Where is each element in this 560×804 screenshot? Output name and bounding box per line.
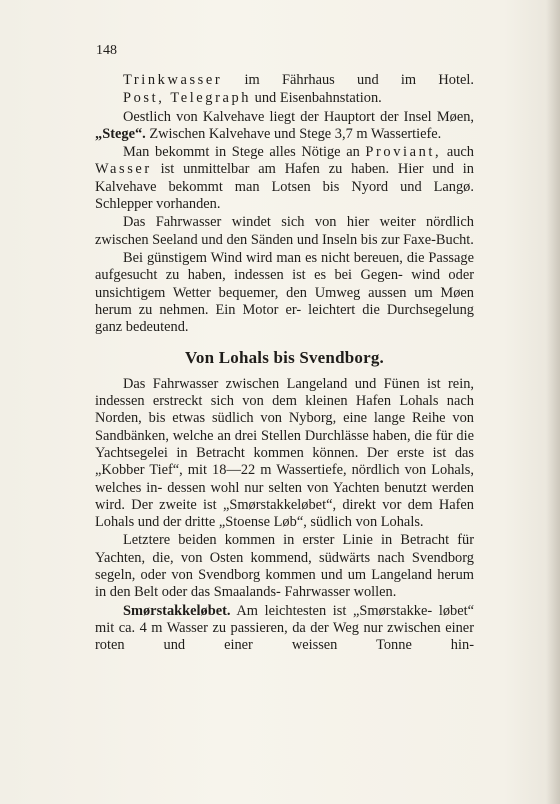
text-line: wind oder unsichtigem Wetter bequemer, den Umweg bbox=[95, 267, 474, 301]
text-run: im Fährhaus und im Hotel. bbox=[222, 72, 474, 88]
paragraph-passage bbox=[95, 250, 474, 336]
text-line: 18—22 m Wassertiefe, nördlich von Lohals, welches in- bbox=[95, 462, 474, 496]
bold-place-name: „Stege“. bbox=[95, 125, 146, 142]
spaced-term: Proviant, bbox=[365, 144, 442, 161]
text-run: Am leichtesten ist „Smørstakke- bbox=[230, 602, 433, 619]
spaced-term: Wasser bbox=[95, 161, 152, 178]
text-line: Wassertiefe. bbox=[370, 125, 442, 142]
text-line: Lohals nach Norden, bis etwas südlich von Nyborg, bbox=[95, 393, 474, 427]
text-line: Fahrwasser wollen. bbox=[284, 584, 397, 601]
spaced-term: Trinkwasser bbox=[123, 72, 223, 88]
paragraph-stege bbox=[95, 109, 474, 144]
body-text bbox=[95, 72, 474, 656]
text-line: Letztere beiden kommen in erster Linie in Betracht bbox=[123, 532, 450, 549]
text-run: und Eisenbahnstation. bbox=[251, 90, 382, 107]
text-line: Der zweite ist „Smørstakkeløbet“, direkt vor dem Hafen bbox=[131, 496, 474, 513]
text-line: zwischen Seeland und den Sänden und Inseln bis zur bbox=[95, 231, 400, 248]
text-line: rein, indessen erstreckt sich von dem kleinen Hafen bbox=[95, 375, 474, 410]
paragraph-letztere bbox=[95, 532, 474, 601]
text-line: Oestlich von Kalvehave liegt der Hauptort der Insel bbox=[123, 108, 432, 125]
text-line: Passage aufgesucht zu haben, indessen ist es bei Gegen- bbox=[95, 249, 474, 284]
paragraph-trinkwasser bbox=[95, 72, 474, 89]
text-line: Das Fahrwasser zwischen Langeland und Fünen ist bbox=[123, 375, 441, 392]
text-line: leichtert die Durchsegelung ganz bedeutend. bbox=[95, 301, 474, 336]
text-run: ist unmittelbar am Hafen zu haben. Hier bbox=[151, 161, 424, 178]
paragraph-smorstakkelobet bbox=[95, 603, 474, 655]
text-line: løbet“ mit ca. 4 m Wasser zu passieren, da der Weg bbox=[95, 602, 474, 636]
text-line: aussen um Møen herum zu nehmen. Ein Motor er- bbox=[95, 284, 475, 318]
text-line: Lohals und der dritte „Stoense Løb“, südlich von Lohals. bbox=[95, 514, 424, 531]
page-number: 148 bbox=[96, 43, 117, 58]
text-run: auch bbox=[446, 144, 474, 161]
paragraph-fahrwasser bbox=[95, 214, 474, 249]
text-line: und in Kalvehave bekommt man Lotsen bis Nyord und bbox=[95, 161, 474, 195]
text-line: eine lange Reihe von Sandbänken, welche an drei Stellen bbox=[95, 410, 475, 444]
bold-run-in-heading: Smørstakkeløbet. bbox=[123, 602, 231, 619]
text-line: dessen wohl nur selten von Yachten benutzt werden wird. bbox=[95, 479, 474, 513]
text-line: für Yachten, die, von Osten kommend, südwärts nach bbox=[95, 532, 474, 566]
text-run: Zwischen Kalvehave und Stege 3,7 m bbox=[145, 125, 368, 142]
text-line: um Langeland herum in den Belt oder das Smaalands- bbox=[95, 567, 474, 601]
paragraph-lohals bbox=[95, 376, 474, 532]
text-line: nur zwischen einer roten und einer weissen Tonne hin- bbox=[95, 619, 474, 654]
paragraph-proviant bbox=[95, 144, 474, 213]
section-heading: Von Lohals bis Svendborg. bbox=[184, 348, 384, 368]
text-line: Durchlässe haben, die für die Yachtsegelei in Betracht bbox=[95, 427, 474, 461]
text-line: Bei günstigem Wind wird man es nicht bereuen, die bbox=[123, 249, 425, 266]
text-line: Svendborg segeln, oder von Svendborg kommen und bbox=[95, 549, 474, 584]
text-line: Langø. Schlepper vorhanden. bbox=[95, 178, 474, 213]
spaced-term: Post, Telegraph bbox=[123, 90, 252, 107]
text-line: Faxe-Bucht. bbox=[403, 231, 474, 248]
text-line: kommen können. Der erste ist das „Kobber Tief“, mit bbox=[95, 444, 474, 479]
paragraph-post bbox=[95, 90, 474, 107]
text-line: Møen, bbox=[436, 108, 474, 125]
text-line: Das Fahrwasser windet sich von hier weiter nördlich bbox=[123, 214, 474, 231]
text-run: Man bekommt in Stege alles Nötige an bbox=[123, 144, 366, 161]
